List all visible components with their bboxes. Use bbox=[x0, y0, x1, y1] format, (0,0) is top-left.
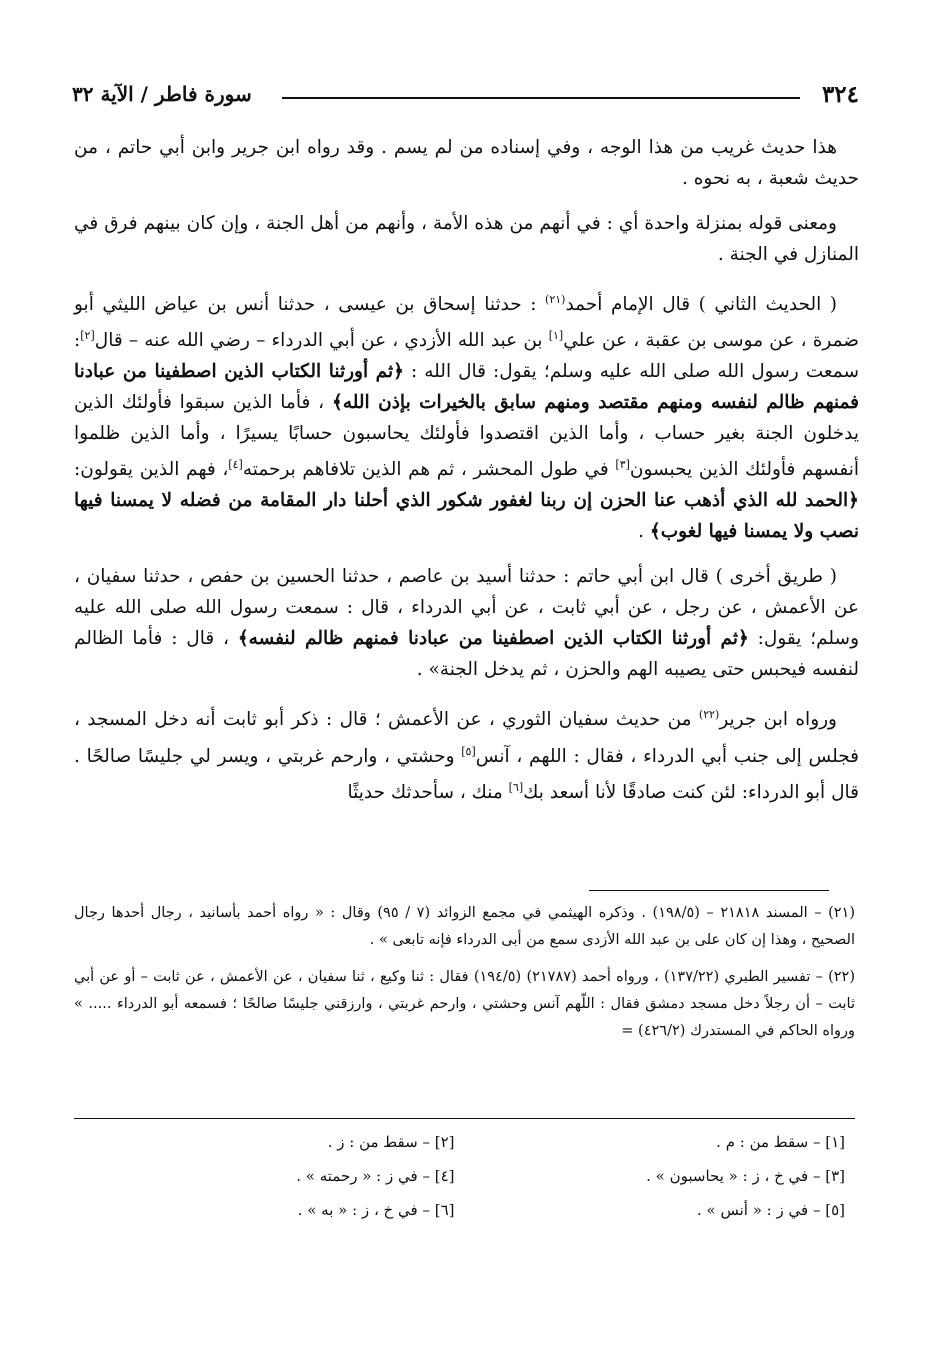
paragraph-4: ( طريق أخرى ) قال ابن أبي حاتم : حدثنا أسيد بن عاصم ، حدثنا الحسين بن حفص ، حدثنا سفيان ، عن الأعمش ، عن رجل ، عن أبي ثابت ، عن أبي الدرداء ، قال : سمعت رسول الله صلى الله عليه وسلم؛ يقول: ﴿ثم أورثنا الكتاب الذين اصطفينا من عبادنا فمنهم ظالم لنفسه﴾ ، قال : فأما الظالم لنفسه فيحبس حتى يصيبه الهم والحزن ، ثم يدخل الجنة» . bbox=[74, 566, 859, 681]
paragraph-2: ومعنى قوله بمنزلة واحدة أي : في أنهم من هذه الأمة ، وأنهم من أهل الجنة ، وإن كان بينهم فرق في المنازل في الجنة . bbox=[74, 213, 859, 265]
variant-note: [٤] – في ز : « رحمته » . bbox=[296, 1167, 455, 1185]
variant-marker: [٣] bbox=[615, 458, 630, 472]
main-text bbox=[74, 132, 859, 822]
variant-marker: [٤] bbox=[228, 458, 243, 472]
footnotes bbox=[74, 900, 855, 1055]
paragraph-1: هذا حديث غريب من هذا الوجه ، وفي إسناده من لم يسم . وقد رواه ابن جرير وابن أبي حاتم ، من حديث شعبة ، به نحوه . bbox=[74, 137, 859, 189]
variant-note: [٦] – في خ ، ز : « به » . bbox=[297, 1201, 455, 1219]
variant-note: [١] – سقط من : م . bbox=[716, 1133, 845, 1151]
variant-notes bbox=[74, 1128, 855, 1224]
variant-marker: [٦] bbox=[508, 780, 524, 794]
variant-marker: [١] bbox=[548, 329, 564, 343]
variants-rule bbox=[74, 1118, 855, 1119]
variant-note: [٥] – في ز : « أنس » . bbox=[697, 1201, 845, 1219]
quran-quote: ﴿ثم أورثنا الكتاب الذين اصطفينا من عبادنا فمنهم ظالم لنفسه ومنهم مقتصد ومنهم سابق بالخيرات بإذن الله﴾ bbox=[74, 361, 859, 414]
footnote-22: (٢٢) – تفسير الطبري (١٣٧/٢٢) ، ورواه أحمد (٢١٧٨٧) (١٩٤/٥) فقال : ثنا وكيع ، ثنا سفيان ، عن الأعمش ، عن ثابت – أو عن أبي ثابت – أن رجلاً دخل مسجد دمشق فقال : اللّهم آنس وحشتي ، وارحم غربتي ، وارزقني جليسًا صالحًا ؛ فسمعه أبو الدرداء ..... » ورواه الحاكم في المستدرك (٤٢٦/٢) = bbox=[74, 969, 855, 1039]
page-header bbox=[72, 76, 859, 112]
footnote-marker: (٢١) bbox=[545, 293, 566, 306]
page-number: ٣٢٤ bbox=[821, 80, 859, 108]
footnote-21: (٢١) – المسند ٢١٨١٨ – (١٩٨/٥) . وذكره الهيثمي في مجمع الزوائد (٧ / ٩٥) وقال : « رواه أحمد بأسانيد ، رجال أحدها رجال الصحيح ، وهذا إن كان على بن عبد الله الأزدى سمع من أبى الدرداء فإنه تابعى » . bbox=[74, 905, 855, 948]
running-title: سورة فاطر / الآية ٣٢ bbox=[72, 82, 252, 106]
quran-quote: ﴿الحمد لله الذي أذهب عنا الحزن إن ربنا لغفور شكور الذي أحلنا دار المقامة من فضله لا يمسنا فيها نصب ولا يمسنا فيها لغوب﴾ bbox=[74, 490, 859, 543]
header-rule bbox=[282, 97, 800, 99]
paragraph-3: ( الحديث الثاني ) قال الإمام أحمد$^{(٢١)}$ : حدثنا إسحاق بن عيسى ، حدثنا أنس بن عياض الليثي أبو ضمرة ، عن موسى بن عقبة ، عن علي[١] بن عبد الله الأزدي ، عن أبي الدرداء – رضي الله عنه – قال[٢]: سمعت رسول الله صلى الله عليه وسلم؛ يقول: قال الله : ﴿ثم أورثنا الكتاب الذين اصطفينا من عبادنا فمنهم ظالم لنفسه ومنهم مقتصد ومنهم سابق بالخيرات بإذن الله﴾ ، فأما الذين سبقوا فأولئك الذين يدخلون الجنة بغير حساب ، وأما الذين اقتصدوا فأولئك يحاسبون حسابًا يسيرًا ، وأما الذين ظلموا أنفسهم فأولئك الذين يحبسون[٣] في طول المحشر ، ثم هم الذين تلافاهم برحمته[٤]، فهم الذين يقولون: ﴿الحمد لله الذي أذهب عنا الحزن إن ربنا لغفور شكور الذي أحلنا دار المقامة من فضله لا يمسنا فيها نصب ولا يمسنا فيها لغوب﴾ . bbox=[74, 293, 859, 543]
variant-marker: [٥] bbox=[461, 744, 476, 758]
variant-marker: [٢] bbox=[80, 329, 95, 343]
variant-note: [٢] – سقط من : ز . bbox=[327, 1133, 455, 1151]
footnote-rule bbox=[589, 890, 829, 891]
footnote-marker: (٢٢) bbox=[698, 708, 720, 722]
variant-note: [٣] – في خ ، ز : « يحاسبون » . bbox=[646, 1167, 845, 1185]
paragraph-5: ورواه ابن جرير$^{(٢٢)}$ من حديث سفيان الثوري ، عن الأعمش ؛ قال : ذكر أبو ثابت أنه دخل المسجد ، فجلس إلى جنب أبي الدرداء ، فقال : اللهم ، آنس[٥] وحشتي ، وارحم غربتي ، ويسر لي جليسًا صالحًا . قال أبو الدرداء: لئن كنت صادقًا لأنا أسعد بك[٦] منك ، سأحدثك حديثًا bbox=[74, 708, 859, 803]
quran-quote: ﴿ثم أورثنا الكتاب الذين اصطفينا من عبادنا فمنهم ظالم لنفسه﴾ bbox=[237, 628, 749, 650]
